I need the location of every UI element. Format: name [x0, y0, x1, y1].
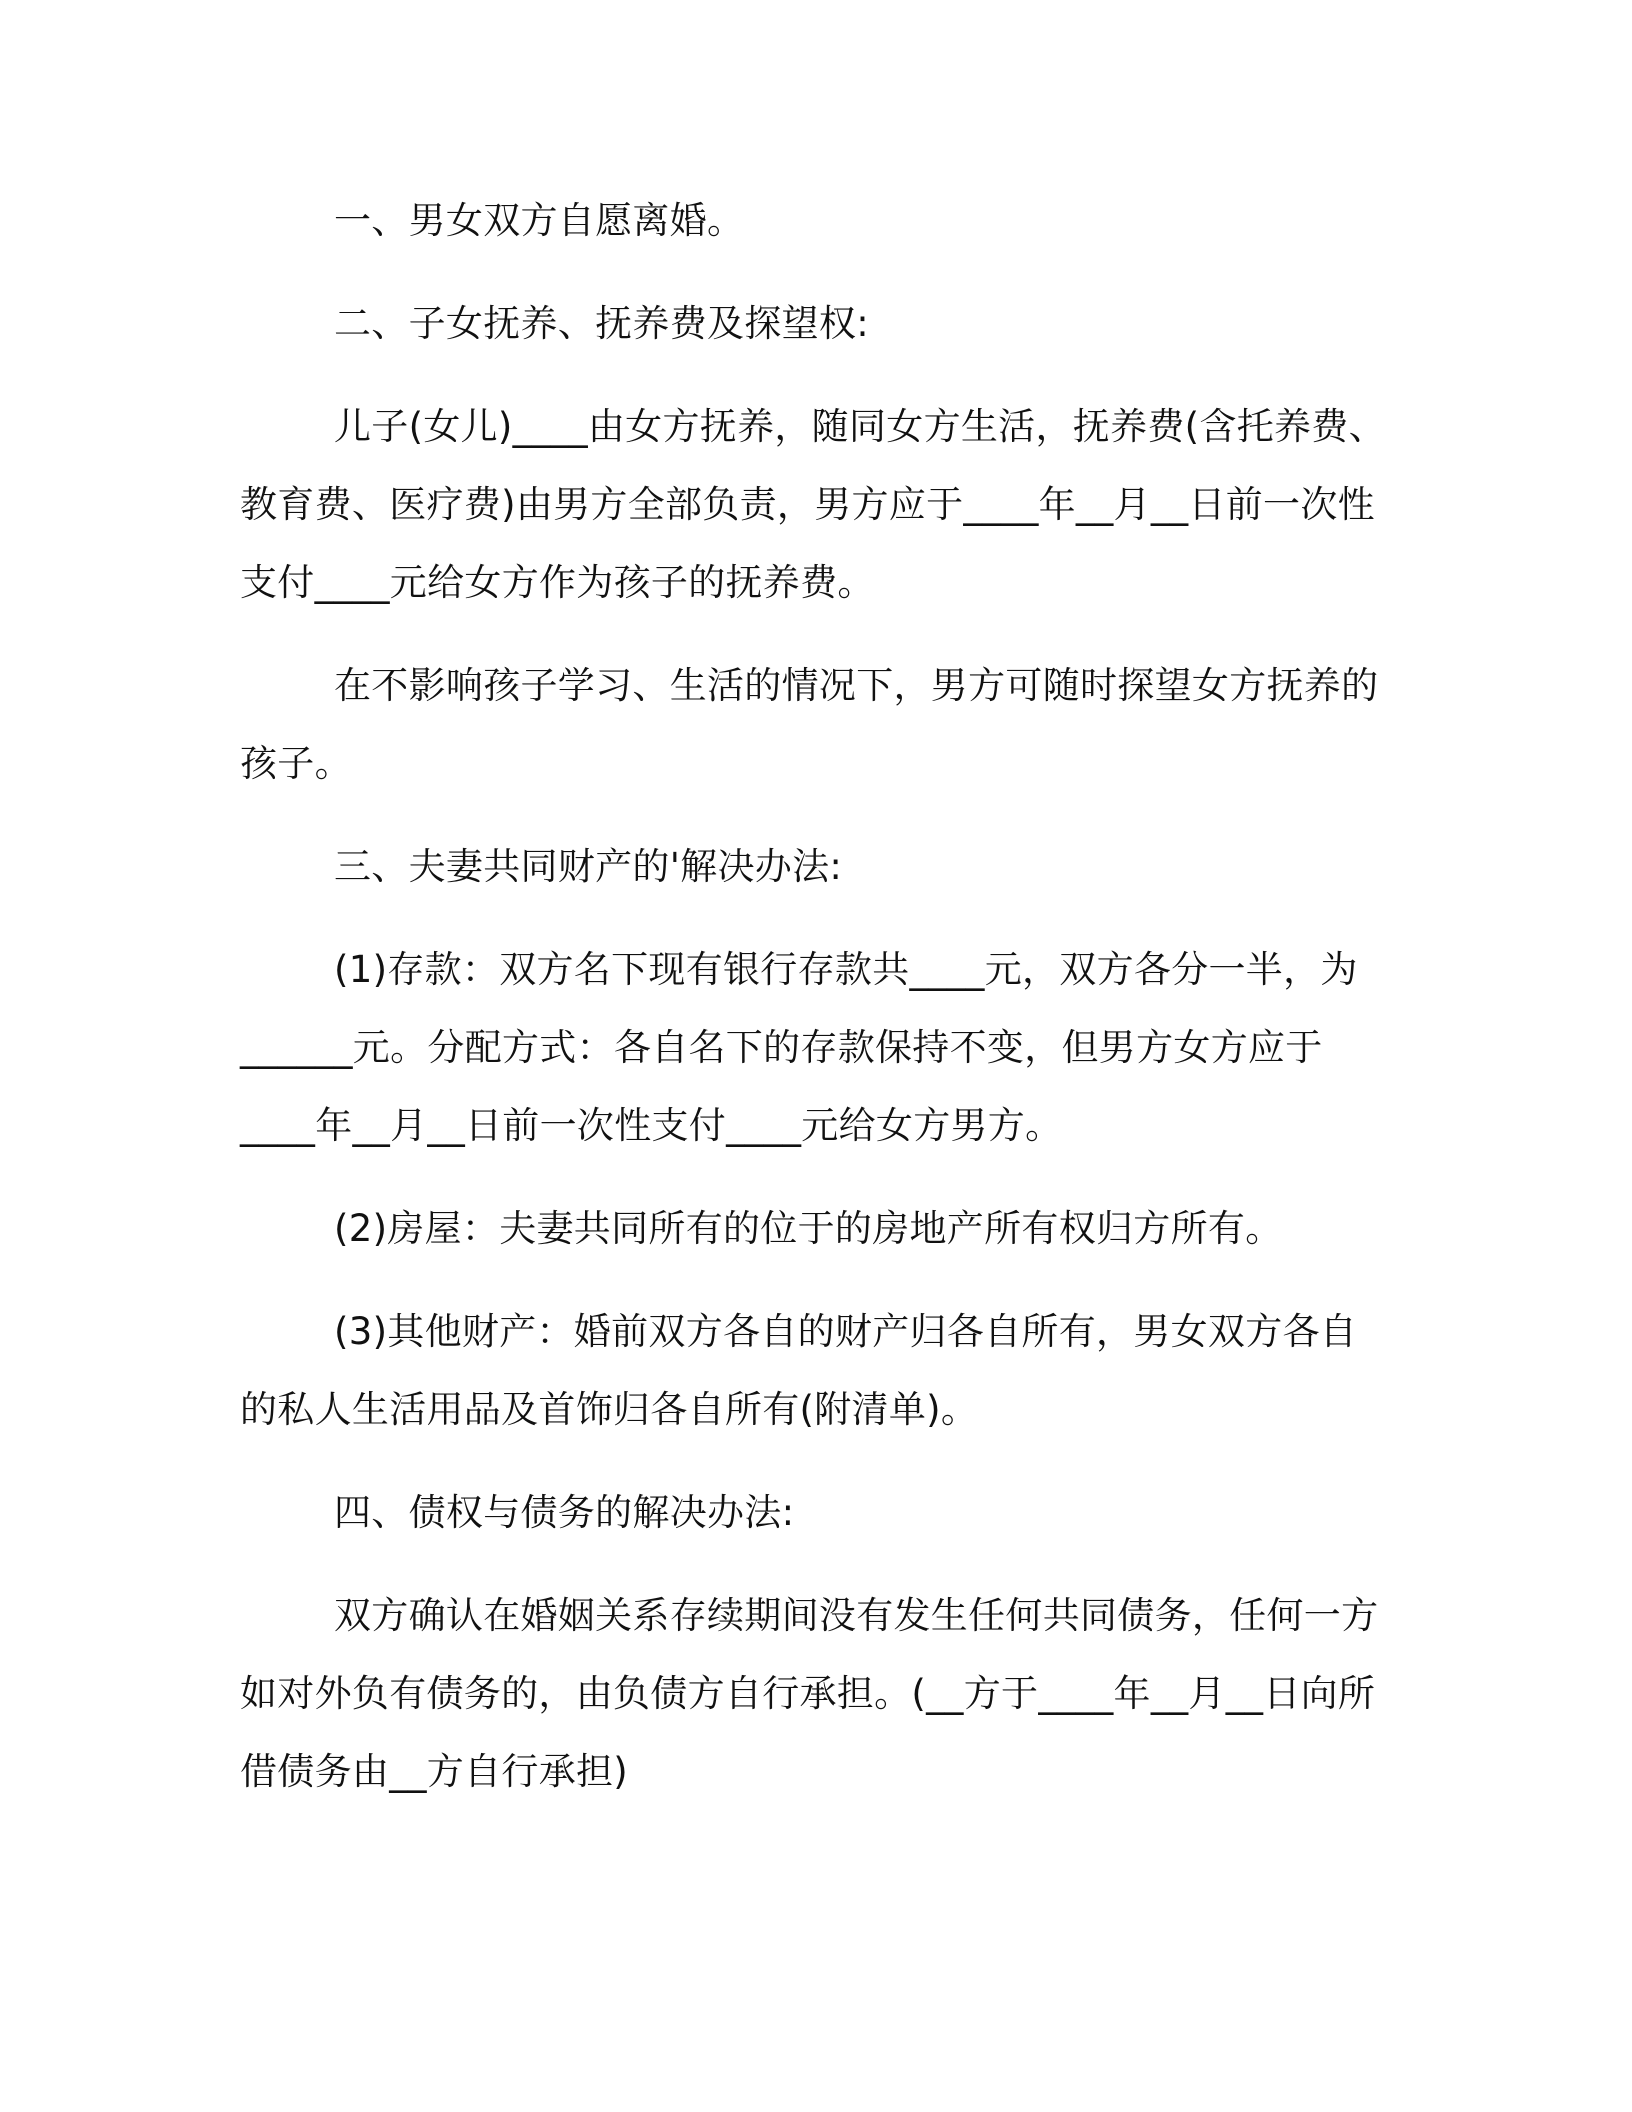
deposit-paragraph: (1)存款：双方名下现有银行存款共____元，双方各分一半，为______元。分配方式：各自名下的存款保持不变，但男方女方应于____年__月__日前一次性支付____元给女方男方。	[240, 948, 1358, 1147]
house-paragraph: (2)房屋：夫妻共同所有的位于的房地产所有权归方所有。	[334, 1207, 1283, 1250]
clause-heading-1: 一、男女双方自愿离婚。	[334, 199, 745, 242]
clause-heading-2: 二、子女抚养、抚养费及探望权:	[334, 302, 869, 345]
custody-paragraph: 儿子(女儿)____由女方抚养，随同女方生活，抚养费(含托养费、教育费、医疗费)由男方全部负责，男方应于____年__月__日前一次性支付____元给女方作为孩子的抚养费。	[240, 405, 1386, 604]
clause-heading-4: 四、债权与债务的解决办法:	[334, 1491, 795, 1534]
visitation-paragraph: 在不影响孩子学习、生活的情况下，男方可随时探望女方抚养的孩子。	[240, 664, 1379, 785]
clause-heading-3: 三、夫妻共同财产的'解决办法:	[334, 845, 843, 888]
other-property-paragraph: (3)其他财产：婚前双方各自的财产归各自所有，男女双方各自的私人生活用品及首饰归各自所有(附清单)。	[240, 1310, 1358, 1431]
document-body	[240, 182, 1392, 1836]
debt-paragraph: 双方确认在婚姻关系存续期间没有发生任何共同债务，任何一方如对外负有债务的，由负债方自行承担。(__方于____年__月__日向所借债务由__方自行承担)	[240, 1594, 1379, 1793]
